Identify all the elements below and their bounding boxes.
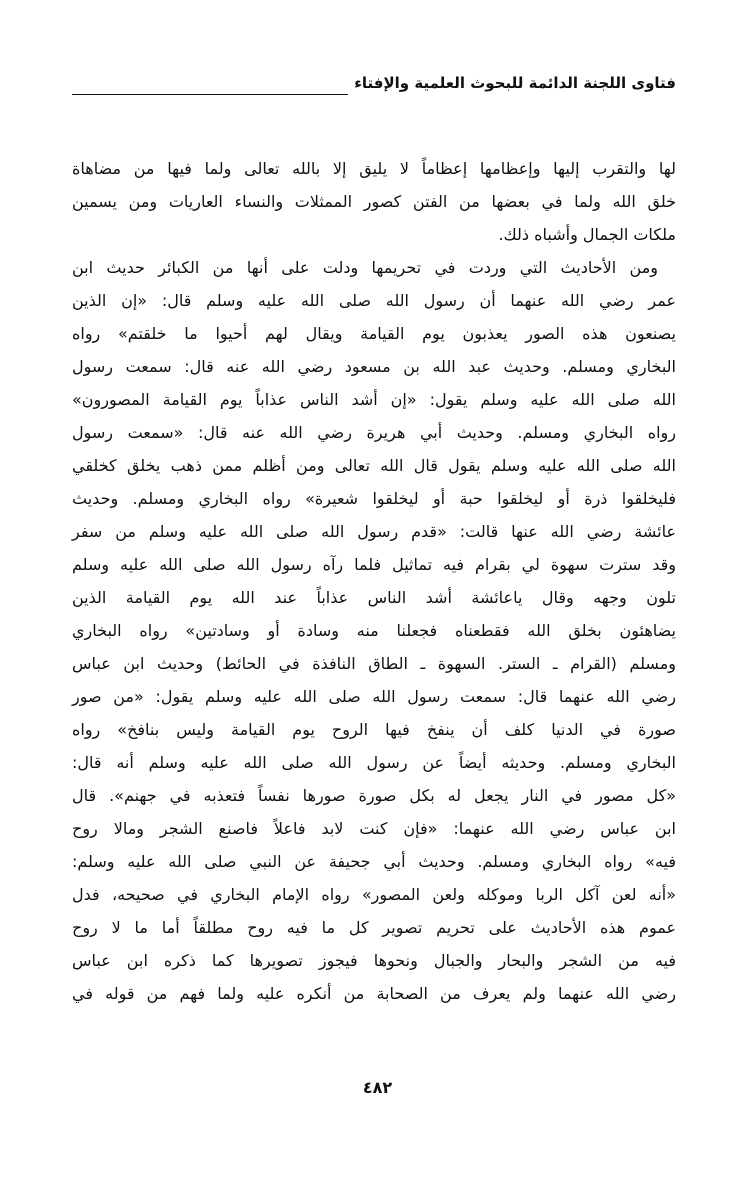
page-number: ٤٨٢ [362,1078,393,1097]
text-line-9: رواه البخاري ومسلم. وحديث أبي هريرة رضي الله عنه قال: «سمعت رسول [72,423,676,442]
book-title: فتاوى اللجنة الدائمة للبحوث العلمية والإفتاء [354,74,676,92]
text-line-15: يضاهئون بخلق الله فقطعناه فجعلنا منه وسادة أو وسادتين» رواه البخاري [72,621,676,640]
text-line-17: رضي الله عنهما قال: سمعت رسول الله صلى الله عليه وسلم يقول: «من صور [72,687,676,706]
text-line-26: رضي الله عنهما ولم يعرف من الصحابة من أنكره عليه ولما فهم من قوله في [72,984,676,1003]
text-line-25: فيه من الشجر والبحار والجبال ونحوها فيجوز تصويرها كما ذكره ابن عباس [72,951,676,970]
text-line-13: وقد سترت سهوة لي بقرام فيه تماثيل فلما رآه رسول الله صلى الله عليه وسلم [72,555,676,574]
text-line-4: ومن الأحاديث التي وردت في تحريمها ودلت على أنها من الكبائر حديث ابن [72,258,658,277]
text-line-24: عموم هذه الأحاديث على تحريم تصوير كل ما فيه روح مطلقاً أما ما لا روح [72,918,676,937]
text-line-14: تلون وجهه وقال ياعائشة أشد الناس عذاباً عند الله يوم القيامة الذين [72,588,676,607]
text-line-8: الله صلى الله عليه وسلم يقول: «إن أشد الناس عذاباً يوم القيامة المصورون» [72,390,676,409]
text-line-2: خلق الله ولما في بعضها من الفتن كصور الممثلات والنساء العاريات ومن يسمين [72,192,676,211]
text-line-22: فيه» رواه البخاري ومسلم. وحديث أبي جحيفة عن النبي صلى الله عليه وسلم: [72,852,676,871]
text-line-23: «أنه لعن آكل الربا وموكله ولعن المصور» رواه الإمام البخاري في صحيحه، فدل [72,885,676,904]
text-line-11: فليخلقوا ذرة أو ليخلقوا حبة أو ليخلقوا شعيرة» رواه البخاري ومسلم. وحديث [72,489,676,508]
text-line-21: ابن عباس رضي الله عنهما: «فإن كنت لابد فاعلاً فاصنع الشجر ومالا روح [72,819,676,838]
text-line-6: يصنعون هذه الصور يعذبون يوم القيامة ويقال لهم أحيوا ما خلقتم» رواه [72,324,676,343]
text-line-1: لها والتقرب إليها وإعظامها إعظاماً لا يليق إلا بالله تعالى ولما فيها من مضاهاة [72,159,676,178]
text-line-10: الله صلى الله عليه وسلم يقول قال الله تعالى ومن أظلم ممن ذهب يخلق كخلقي [72,456,676,475]
text-line-16: ومسلم (القرام ـ الستر. السهوة ـ الطاق النافذة في الحائط) وحديث ابن عباس [72,654,676,673]
text-line-7: البخاري ومسلم. وحديث عبد الله بن مسعود رضي الله عنه قال: سمعت رسول [72,357,676,376]
text-line-3: ملكات الجمال وأشباه ذلك. [498,225,676,244]
text-line-5: عمر رضي الله عنهما أن رسول الله صلى الله عليه وسلم قال: «إن الذين [72,291,676,310]
text-line-12: عائشة رضي الله عنها قالت: «قدم رسول الله صلى الله عليه وسلم من سفر [72,522,676,541]
header-rule [72,94,348,95]
page-body [72,152,676,1010]
running-header [72,72,676,94]
text-line-19: البخاري ومسلم. وحديثه أيضاً عن رسول الله صلى الله عليه وسلم أنه قال: [72,753,676,772]
text-line-18: صورة في الدنيا كلف أن ينفخ فيها الروح يوم القيامة وليس بنافخ» رواه [72,720,676,739]
text-line-20: «كل مصور في النار يجعل له بكل صورة صورها نفساً فتعذبه في جهنم». قال [72,786,676,805]
